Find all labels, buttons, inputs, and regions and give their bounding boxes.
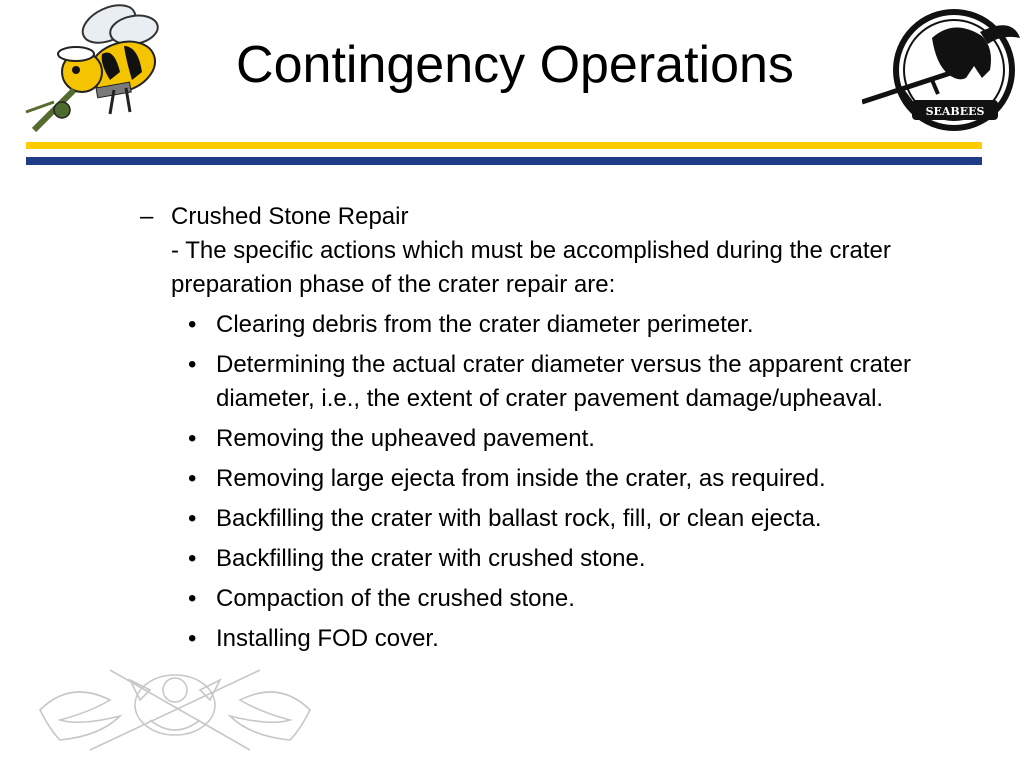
bullet-list: [140, 308, 960, 656]
list-item: [185, 582, 960, 616]
bullet-marker: •: [188, 505, 197, 532]
list-item: [185, 308, 960, 342]
gold-divider: [26, 142, 982, 149]
bullet-marker: •: [188, 425, 197, 452]
main-point-heading: Crushed Stone Repair: [171, 203, 409, 230]
list-item-text: Determining the actual crater diameter versus the apparent crater diameter, i.e., the extent of crater pavement damage/upheaval.: [216, 351, 912, 412]
list-item: [185, 622, 960, 656]
main-point: [140, 200, 960, 302]
list-item-text: Backfilling the crater with crushed stone.: [216, 545, 646, 572]
slide-content: [140, 200, 960, 662]
bullet-marker: •: [188, 625, 197, 652]
seabees-seal-icon: [862, 8, 1024, 136]
list-item-text: Clearing debris from the crater diameter perimeter.: [216, 311, 754, 338]
list-item: [185, 348, 960, 416]
list-item: [185, 422, 960, 456]
list-item-text: Backfilling the crater with ballast rock, fill, or clean ejecta.: [216, 505, 822, 532]
bullet-marker: •: [188, 545, 197, 572]
bullet-marker: •: [188, 465, 197, 492]
seal-text: SEABEES: [925, 105, 985, 118]
main-point-marker: –: [140, 203, 154, 230]
bullet-marker: •: [188, 311, 197, 338]
list-item-text: Compaction of the crushed stone.: [216, 585, 575, 612]
slide-title: Contingency Operations: [236, 36, 794, 94]
list-item: [185, 542, 960, 576]
list-item-text: Removing large ejecta from inside the crater, as required.: [216, 465, 826, 492]
main-point-detail: - The specific actions which must be accomplished during the crater preparation phase of the crater repair are:: [171, 237, 891, 298]
list-item-text: Removing the upheaved pavement.: [216, 425, 595, 452]
list-item: [185, 502, 960, 536]
seabee-combat-warfare-insignia-icon: [30, 650, 320, 760]
bullet-marker: •: [188, 351, 197, 378]
blue-divider: [26, 157, 982, 165]
bullet-marker: •: [188, 585, 197, 612]
list-item-text: Installing FOD cover.: [216, 625, 439, 652]
list-item: [185, 462, 960, 496]
seabee-mascot-icon: [14, 2, 164, 138]
